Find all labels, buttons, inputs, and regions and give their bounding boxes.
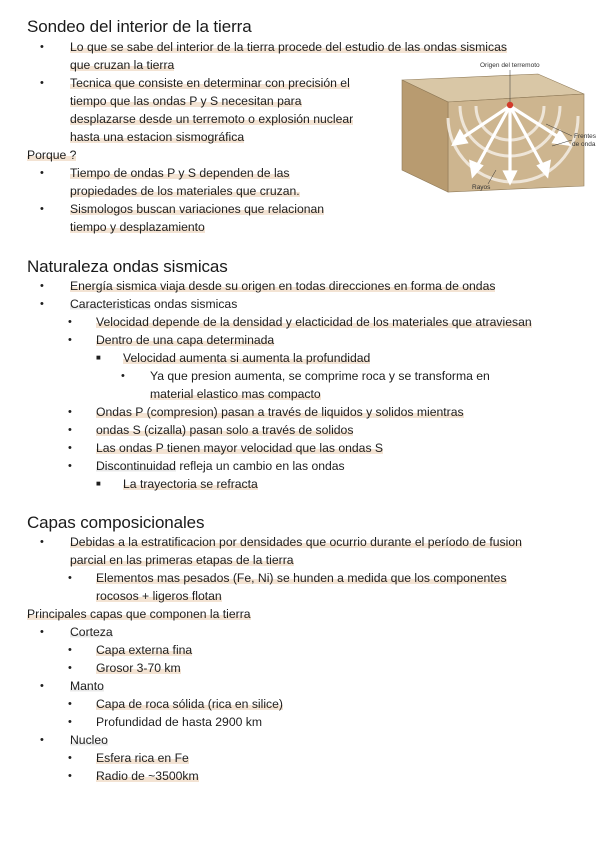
bullet: • — [68, 770, 72, 782]
seismic-block-illustration — [388, 58, 598, 200]
bullet: • — [40, 77, 44, 89]
bullet: • — [40, 680, 44, 692]
bullet: • — [68, 716, 72, 728]
bullet: • — [40, 626, 44, 638]
section-title-capas: Capas composicionales — [27, 513, 205, 532]
text-line: Caracteristicas ondas sismicas — [70, 297, 238, 311]
text-line: Debidas a la estratificacion por densidades que ocurrio durante el período de fusion — [70, 535, 522, 549]
bullet: • — [121, 370, 125, 382]
text-line: Energía sismica viaja desde su origen en todas direcciones en forma de ondas — [70, 279, 496, 293]
bullet: • — [40, 203, 44, 215]
principales-label: Principales capas que componen la tierra — [27, 607, 251, 621]
text-line: Elementos mas pesados (Fe, Ni) se hunden a medida que los componentes — [96, 571, 507, 585]
text-line: Velocidad depende de la densidad y elacticidad de los materiales que atraviesan — [96, 315, 532, 329]
text-line: ondas S (cizalla) pasan solo a través de solidos — [96, 423, 354, 437]
bullet: • — [68, 406, 72, 418]
text-line: hasta una estacion sismográfica — [70, 130, 245, 144]
text-line: desplazarse desde un terremoto o explosión nuclear — [70, 112, 354, 126]
text-line: Sismologos buscan variaciones que relacionan — [70, 202, 325, 216]
text-line: tiempo y desplazamiento — [70, 220, 205, 234]
bullet: • — [40, 280, 44, 292]
origin-label: Origen del terremoto — [480, 62, 540, 69]
text-line: Capa externa fina — [96, 643, 193, 657]
bullet: • — [68, 316, 72, 328]
fronts-label-1: Frentes — [574, 133, 597, 140]
text-line: que cruzan la tierra — [70, 58, 175, 72]
text-line: Radio de ~3500km — [96, 769, 199, 783]
bullet: • — [68, 752, 72, 764]
rays-label: Rayos — [472, 184, 491, 191]
layer-manto: Manto — [70, 679, 104, 693]
bullet: • — [40, 734, 44, 746]
porque-label: Porque ? — [27, 148, 77, 162]
bullet: • — [68, 644, 72, 656]
bullet: • — [68, 698, 72, 710]
text-line: Capa de roca sólida (rica en silice) — [96, 697, 283, 711]
section-title-sondeo: Sondeo del interior de la tierra — [27, 17, 252, 36]
text-line: Esfera rica en Fe — [96, 751, 189, 765]
text-line: La trayectoria se refracta — [123, 477, 258, 491]
text-line: Tiempo de ondas P y S dependen de las — [70, 166, 290, 180]
text-line: Lo que se sabe del interior de la tierra procede del estudio de las ondas sismicas — [70, 40, 507, 54]
bullet: ■ — [96, 353, 101, 362]
text-line: material elastico mas compacto — [150, 387, 321, 401]
layer-nucleo: Nucleo — [70, 733, 108, 747]
bullet: • — [68, 572, 72, 584]
bullet: • — [40, 167, 44, 179]
section-title-ondas: Naturaleza ondas sismicas — [27, 257, 228, 276]
text-line: Ya que presion aumenta, se comprime roca y se transforma en — [150, 369, 490, 383]
bullet: • — [68, 424, 72, 436]
bullet: • — [68, 662, 72, 674]
text-line: Velocidad aumenta si aumenta la profundidad — [123, 351, 371, 365]
text-line: parcial en las primeras etapas de la tierra — [70, 553, 294, 567]
fronts-label-2: de onda — [572, 141, 596, 148]
text-line: tiempo que las ondas P y S necesitan para — [70, 94, 302, 108]
bullet: • — [40, 298, 44, 310]
bullet: • — [68, 442, 72, 454]
text-line: Tecnica que consiste en determinar con precisión el — [70, 76, 350, 90]
text-line: Discontinuidad refleja un cambio en las ondas — [96, 459, 345, 473]
text-line: Dentro de una capa determinada — [96, 333, 275, 347]
bullet: • — [68, 334, 72, 346]
layer-corteza: Corteza — [70, 625, 113, 639]
text-line: Profundidad de hasta 2900 km — [96, 715, 263, 729]
bullet: ■ — [96, 479, 101, 488]
bullet: • — [40, 41, 44, 53]
text-line: propiedades de los materiales que cruzan. — [70, 184, 300, 198]
text-line: Las ondas P tienen mayor velocidad que las ondas S — [96, 441, 384, 455]
bullet: • — [40, 536, 44, 548]
text-line: rocosos + ligeros flotan — [96, 589, 222, 603]
text-line: Grosor 3-70 km — [96, 661, 181, 675]
bullet: • — [68, 460, 72, 472]
text-line: Ondas P (compresion) pasan a través de liquidos y solidos mientras — [96, 405, 464, 419]
seismic-wave-diagram — [388, 58, 598, 200]
